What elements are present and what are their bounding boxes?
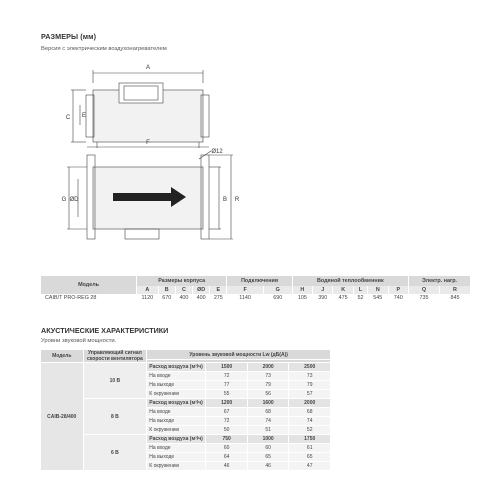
dim-label-g: G xyxy=(61,197,67,203)
acoustic-value: 47 xyxy=(289,462,331,471)
acoustic-flow: 2000 xyxy=(247,363,289,372)
dims-letter: J xyxy=(313,286,333,294)
dims-letter: ØD xyxy=(193,286,210,294)
dims-value: 740 xyxy=(388,294,409,302)
dimensions-table xyxy=(41,276,471,302)
acoustic-value: 72 xyxy=(206,417,248,426)
acoustic-title: АКУСТИЧЕСКИЕ ХАРАКТЕРИСТИКИ xyxy=(41,326,169,335)
dims-letter: G xyxy=(263,286,292,294)
acoustic-value: 57 xyxy=(289,390,331,399)
dims-letter: K xyxy=(333,286,353,294)
dims-model-name: CAIB/T PRO-REG 28 xyxy=(41,294,137,302)
acoustic-value: 73 xyxy=(247,372,289,381)
acoustic-value: 60 xyxy=(206,444,248,453)
acoustic-row-label: На выходе xyxy=(147,417,206,426)
dims-letter: Q xyxy=(409,286,440,294)
dims-value: 105 xyxy=(292,294,312,302)
dims-group-electric-heater: Электр. нагр. xyxy=(409,276,471,286)
acoustic-voltage-8v: 8 В xyxy=(83,399,147,435)
acoustic-value: 56 xyxy=(247,390,289,399)
acoustic-value: 72 xyxy=(206,372,248,381)
acoustic-flow-label: Расход воздуха (м³/ч) xyxy=(147,399,206,408)
acoustic-value: 61 xyxy=(289,444,331,453)
dims-value: 690 xyxy=(263,294,292,302)
dims-group-housing: Размеры корпуса xyxy=(137,276,227,286)
dims-value: 735 xyxy=(409,294,440,302)
dims-value: 400 xyxy=(193,294,210,302)
dim-label-f: F xyxy=(146,140,150,146)
dims-header-model: Модель xyxy=(41,276,137,294)
dims-value: 845 xyxy=(439,294,470,302)
dimensions-subtitle: Версия с электрическим воздухонагревателем xyxy=(41,46,167,52)
acoustic-row-label: На входе xyxy=(147,444,206,453)
acoustic-value: 65 xyxy=(247,453,289,462)
acoustic-table xyxy=(41,350,331,471)
acoustic-value: 52 xyxy=(289,426,331,435)
dims-value: 400 xyxy=(175,294,192,302)
acoustic-value: 46 xyxy=(247,462,289,471)
dims-letter: L xyxy=(353,286,367,294)
dims-value: 1140 xyxy=(227,294,263,302)
acoustic-value: 68 xyxy=(247,408,289,417)
acoustic-header-signal: Управляющий сигнал скорости вентилятора xyxy=(83,350,147,363)
dims-group-water-coil: Водяной теплообменник xyxy=(292,276,408,286)
dim-label-c: C xyxy=(65,115,71,121)
acoustic-header-power: Уровень звуковой мощности Lw (дБ(А)) xyxy=(147,350,331,360)
acoustic-flow: 1000 xyxy=(247,435,289,444)
dim-label-d: ØD xyxy=(69,197,79,203)
acoustic-row-label: К окружению xyxy=(147,426,206,435)
acoustic-value: 74 xyxy=(247,417,289,426)
dim-label-e: E xyxy=(81,113,87,119)
acoustic-value: 67 xyxy=(206,408,248,417)
acoustic-row-label: На выходе xyxy=(147,453,206,462)
acoustic-flow: 1750 xyxy=(289,435,331,444)
dims-letter: B xyxy=(158,286,175,294)
acoustic-value: 50 xyxy=(206,426,248,435)
dims-letter: R xyxy=(439,286,470,294)
acoustic-flow: 2000 xyxy=(289,399,331,408)
acoustic-voltage-6v: 6 В xyxy=(83,435,147,471)
acoustic-row-label: На выходе xyxy=(147,381,206,390)
acoustic-flow: 1200 xyxy=(206,399,248,408)
dims-value: 275 xyxy=(210,294,227,302)
dim-label-a: A xyxy=(145,65,151,71)
acoustic-flow: 2500 xyxy=(289,363,331,372)
acoustic-flow-label: Расход воздуха (м³/ч) xyxy=(147,363,206,372)
dims-value: 1120 xyxy=(137,294,159,302)
acoustic-value: 60 xyxy=(247,444,289,453)
acoustic-value: 68 xyxy=(289,408,331,417)
acoustic-subtitle: Уровни звуковой мощности. xyxy=(41,338,117,344)
acoustic-model-name: CAIB-28/400 xyxy=(41,363,83,471)
dims-letter: C xyxy=(175,286,192,294)
dims-value: 475 xyxy=(333,294,353,302)
dims-letter: F xyxy=(227,286,263,294)
acoustic-flow-label: Расход воздуха (м³/ч) xyxy=(147,435,206,444)
acoustic-row-label: На входе xyxy=(147,372,206,381)
acoustic-value: 46 xyxy=(206,462,248,471)
acoustic-value: 74 xyxy=(289,417,331,426)
dims-value: 52 xyxy=(353,294,367,302)
acoustic-value: 79 xyxy=(247,381,289,390)
acoustic-value: 73 xyxy=(289,372,331,381)
acoustic-value: 79 xyxy=(289,381,331,390)
technical-drawing xyxy=(41,55,251,265)
acoustic-flow: 1500 xyxy=(206,363,248,372)
acoustic-voltage-10v: 10 В xyxy=(83,363,147,399)
acoustic-flow: 1600 xyxy=(247,399,289,408)
dimensions-title: РАЗМЕРЫ (мм) xyxy=(41,32,97,41)
acoustic-value: 64 xyxy=(206,453,248,462)
dims-letter: N xyxy=(368,286,388,294)
acoustic-flow: 750 xyxy=(206,435,248,444)
acoustic-value: 77 xyxy=(206,381,248,390)
acoustic-value: 55 xyxy=(206,390,248,399)
acoustic-row-label: К окружению xyxy=(147,462,206,471)
dims-value: 545 xyxy=(368,294,388,302)
acoustic-header-model: Модель xyxy=(41,350,83,363)
dims-group-connections: Подключения xyxy=(227,276,292,286)
acoustic-value: 51 xyxy=(247,426,289,435)
dims-letter: P xyxy=(388,286,409,294)
acoustic-row-label: На входе xyxy=(147,408,206,417)
dims-letter: H xyxy=(292,286,312,294)
dim-label-b: B xyxy=(222,197,228,203)
acoustic-value: 65 xyxy=(289,453,331,462)
dims-value: 390 xyxy=(313,294,333,302)
dim-label-d12: Ø12 xyxy=(211,149,223,155)
dims-letter: E xyxy=(210,286,227,294)
acoustic-row-label: К окружению xyxy=(147,390,206,399)
dims-value: 670 xyxy=(158,294,175,302)
dims-letter: A xyxy=(137,286,159,294)
dim-label-r: R xyxy=(234,197,240,203)
